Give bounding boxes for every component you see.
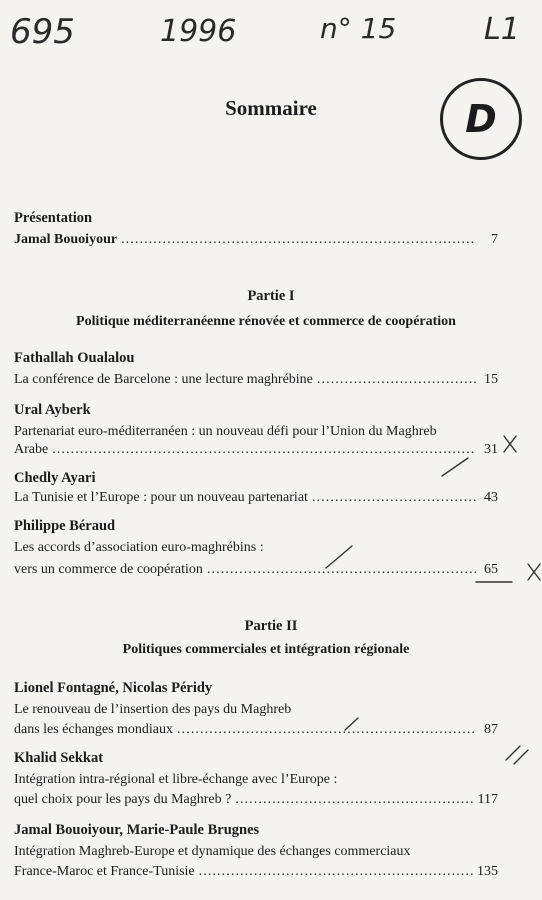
handwritten-ref: 695 — [10, 12, 75, 52]
entry-author: Jamal Bouoiyour — [14, 232, 118, 247]
entry-author: Chedly Ayari — [14, 470, 96, 486]
entry-title-cont: dans les échanges mondiaux — [14, 722, 174, 737]
handwritten-issue: n° 15 — [320, 12, 397, 45]
entry-author: Khalid Sekkat — [14, 750, 104, 766]
dot-leader — [317, 372, 476, 388]
presentation-heading: Présentation — [14, 210, 93, 226]
page-number: 65 — [484, 562, 498, 577]
page-title: Sommaire — [225, 96, 317, 120]
entry-title-cont: France-Maroc et France-Tunisie — [14, 864, 195, 879]
page-number: 31 — [484, 442, 498, 457]
dot-leader — [199, 864, 473, 880]
entry-title: La conférence de Barcelone : une lecture maghrébine — [14, 372, 313, 387]
entry-title-cont: quel choix pour les pays du Maghreb ? — [14, 792, 232, 807]
x-mark-icon — [528, 564, 540, 580]
entry-title[interactable]: Le renouveau de l’insertion des pays du Maghreb — [14, 702, 292, 717]
handwritten-year: 1996 — [160, 14, 237, 49]
toc-entry[interactable] — [14, 490, 498, 506]
entry-title: La Tunisie et l’Europe : pour un nouveau partenariat — [14, 490, 308, 505]
page-number: 117 — [477, 792, 498, 807]
toc-entry[interactable] — [14, 864, 498, 880]
entry-author: Philippe Béraud — [14, 518, 116, 534]
toc-entry[interactable] — [14, 792, 498, 808]
part-label: Partie I — [247, 288, 295, 304]
page-number: 43 — [484, 490, 498, 505]
entry-title[interactable]: Partenariat euro-méditerranéen : un nouveau défi pour l’Union du Maghreb — [14, 424, 437, 439]
dot-leader — [312, 490, 476, 506]
entry-title[interactable]: Intégration intra-régional et libre-échange avec l’Europe : — [14, 772, 338, 787]
page-number: 7 — [491, 232, 498, 247]
toc-entry[interactable] — [14, 722, 498, 738]
dot-leader — [235, 792, 473, 808]
dot-leader — [52, 442, 476, 458]
double-slash-icon — [506, 746, 528, 764]
toc-entry[interactable] — [14, 372, 498, 388]
entry-author: Fathallah Oualalou — [14, 350, 135, 366]
part-title: Politique méditerranéenne rénovée et commerce de coopération — [76, 314, 456, 329]
entry-title-cont: vers un commerce de coopération — [14, 562, 203, 577]
handwritten-code: L1 — [484, 12, 520, 47]
entry-author: Ural Ayberk — [14, 402, 91, 418]
entry-author: Lionel Fontagné, Nicolas Péridy — [14, 680, 213, 696]
page-number: 87 — [484, 722, 498, 737]
page-number: 135 — [477, 864, 498, 879]
entry-title-cont: Arabe — [14, 442, 49, 457]
part-title: Politiques commerciales et intégration régionale — [122, 642, 410, 657]
dot-leader — [207, 562, 476, 578]
x-mark-icon — [504, 436, 516, 452]
dot-leader — [177, 722, 476, 738]
tick-mark-icon — [442, 458, 468, 476]
toc-entry-presentation[interactable] — [14, 232, 498, 248]
entry-author: Jamal Bouoiyour, Marie-Paule Brugnes — [14, 822, 260, 838]
toc-entry[interactable] — [14, 442, 498, 458]
dot-leader — [121, 232, 476, 248]
part-label: Partie II — [244, 618, 298, 634]
entry-title[interactable]: Les accords d’association euro-maghrébins : — [14, 540, 264, 555]
circle-stamp: D — [440, 78, 522, 160]
entry-title[interactable]: Intégration Maghreb-Europe et dynamique des échanges commerciaux — [14, 844, 411, 859]
page-number: 15 — [484, 372, 498, 387]
toc-entry[interactable] — [14, 562, 498, 578]
